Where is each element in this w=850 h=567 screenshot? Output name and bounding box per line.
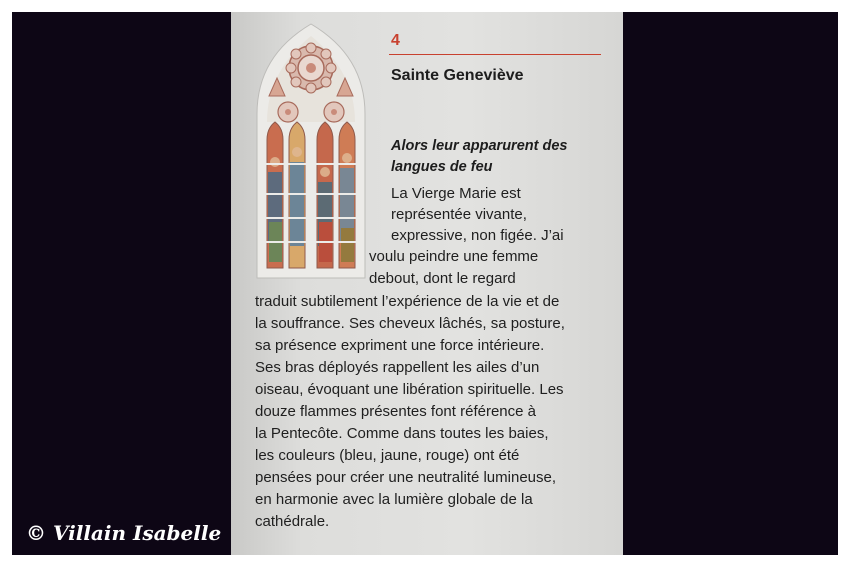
- body-line: expressive, non figée. J’ai: [391, 227, 564, 244]
- stained-glass-window-illustration: [255, 22, 367, 280]
- page-number: 4: [391, 32, 400, 49]
- body-line: la Pentecôte. Comme dans toutes les baies,: [255, 425, 549, 442]
- body-line: représentée vivante,: [391, 206, 527, 223]
- body-line: La Vierge Marie est: [391, 185, 521, 202]
- body-line: cathédrale.: [255, 513, 330, 530]
- body-line: la souffrance. Ses cheveux lâchés, sa posture,: [255, 315, 565, 332]
- book-page: [231, 12, 623, 555]
- copyright-watermark: © Villain Isabelle: [26, 521, 222, 545]
- body-line: douze flammes présentes font référence à: [255, 403, 536, 420]
- title-rule: [389, 54, 601, 55]
- body-line: oiseau, évoquant une libération spirituelle. Les: [255, 381, 564, 398]
- body-line: Ses bras déployés rappellent les ailes d’un: [255, 359, 540, 376]
- window-title: Sainte Geneviève: [391, 67, 524, 84]
- body-line: voulu peindre une femme: [369, 248, 539, 265]
- body-line: traduit subtilement l’expérience de la vie et de: [255, 293, 560, 310]
- body-line: pensées pour créer une neutralité lumineuse,: [255, 469, 557, 486]
- body-line: les couleurs (bleu, jaune, rouge) ont été: [255, 447, 520, 464]
- body-line: debout, dont le regard: [369, 270, 516, 287]
- body-line: sa présence expriment une force intérieure.: [255, 337, 545, 354]
- body-line: en harmonie avec la lumière globale de la: [255, 491, 533, 508]
- quote-heading: Alors leur apparurent des langues de feu: [391, 138, 568, 175]
